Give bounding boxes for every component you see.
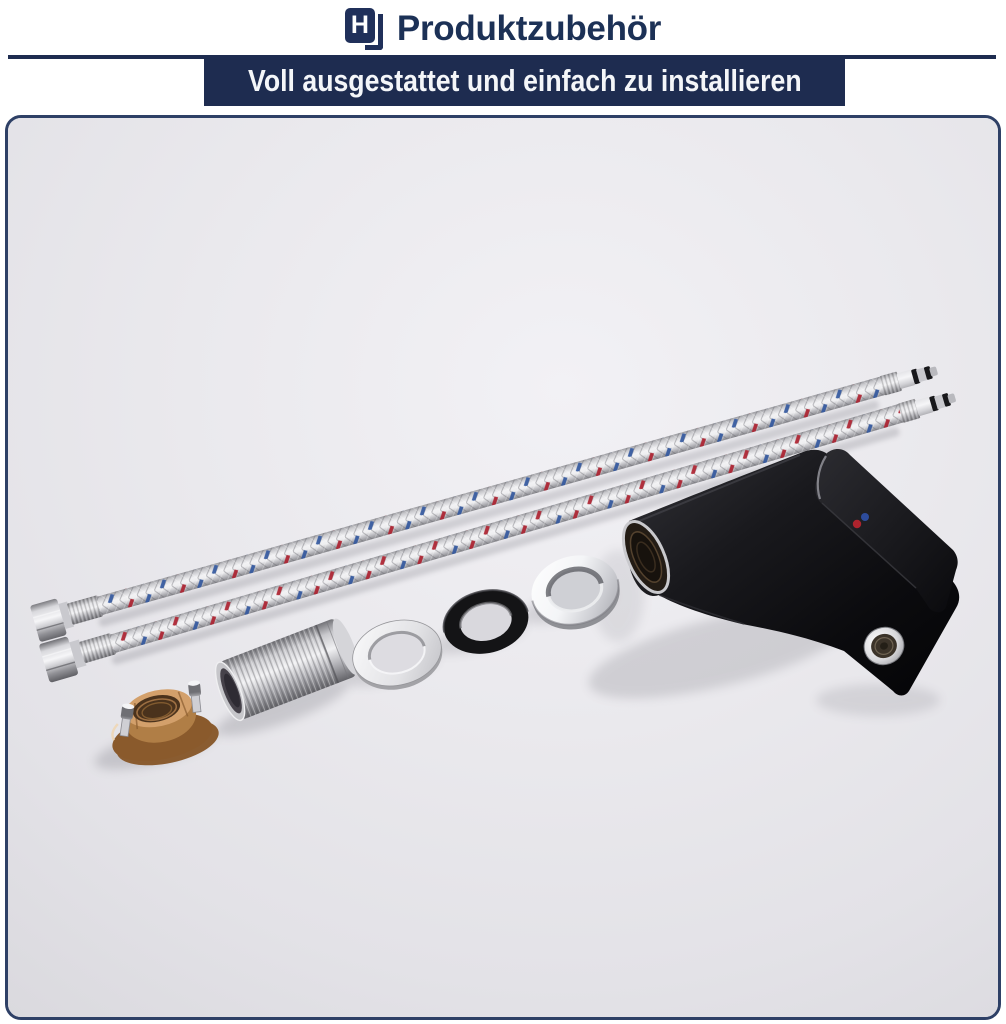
- header: [0, 0, 1006, 54]
- logo-letter: H: [350, 11, 369, 39]
- product-photo-frame: [5, 115, 1001, 1020]
- product-photo: [8, 118, 998, 1017]
- subtitle-text: Voll ausgestattet und einfach zu installieren: [247, 62, 802, 98]
- logo-h-icon: [345, 8, 375, 43]
- brand-logo-icon: [345, 8, 383, 50]
- page-title: Produktzubehör: [396, 9, 662, 48]
- subtitle-banner: [204, 55, 845, 106]
- banner-section: [0, 55, 1006, 106]
